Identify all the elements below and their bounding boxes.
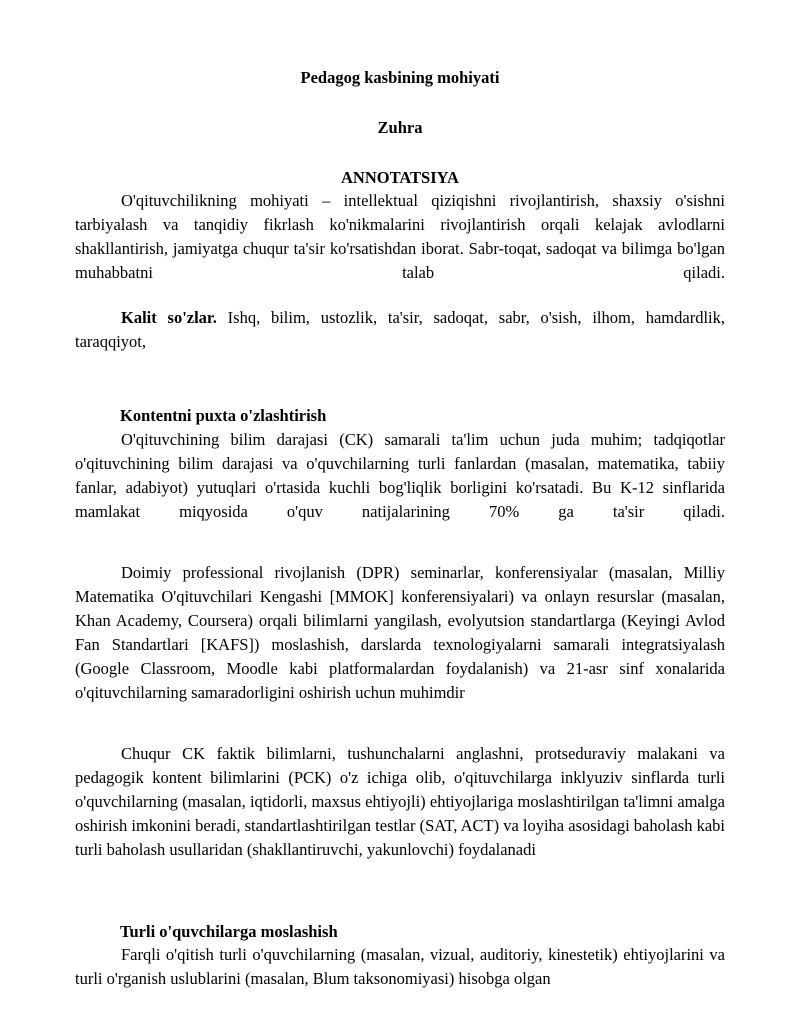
section-heading-diverse-learners: Turli o'quvchilarga moslashish: [120, 922, 338, 941]
keywords-paragraph: [75, 306, 725, 354]
section-heading-content-mastery: Kontentni puxta o'zlashtirish: [120, 406, 327, 425]
section1-paragraph-3: Chuqur CK faktik bilimlarni, tushunchalarni anglashni, protseduraviy malakani va pedagogik kontent bilimlarini (PCK) o'z ichiga olib, o'qituvchilarga inklyuziv sinflarda turli o'quvchilarning (masalan, iqtidorli, maxsus ehtiyojli) ehtiyojlariga moslashtirilgan ta'limni amalga oshirish imkonini beradi, standartlashtirilgan testlar (SAT, ACT) va loyiha asosidagi baholash kabi turli baholash usullaridan (shakllantiruvchi, yakunlovchi) foydalanadi: [75, 744, 725, 859]
section1-paragraph-1: O'qituvchining bilim darajasi (CK) samarali ta'lim uchun juda muhim; tadqiqotlar o'qituvchining bilim darajasi va o'quvchilarning turli fanlardan (masalan, matematika, tabiiy fanlar, adabiyot) yutuqlari o'rtasida kuchli bog'liqlik borligini ko'rsatadi. Bu K-12 sinflarida mamlakat miqyosida o'quv natijalarining 70% ga ta'sir qiladi.: [75, 430, 725, 521]
keywords-label: Kalit so'zlar.: [121, 308, 217, 327]
section1-paragraph-2: Doimiy professional rivojlanish (DPR) seminarlar, konferensiyalar (masalan, Milliy Matematika O'qituvchilari Kengashi [MMOK] konferensiyalari) va onlayn resurslar (masalan, Khan Academy, Coursera) orqali bilimlarni yangilash, evolyutsion standartlarga (Keyingi Avlod Fan Standartlari [KAFS]) moslashish, darslarda texnologiyalarni samarali integratsiyalash (Google Classroom, Moodle kabi platformalardan foydalanish) va 21-asr sinf xonalarida o'qituvchilarning samaradorligini oshirish uchun muhimdir: [75, 563, 725, 702]
document-title: Pedagog kasbining mohiyati: [300, 68, 500, 87]
annotation-heading: ANNOTATSIYA: [341, 168, 459, 187]
section2-paragraph-1: Farqli o'qitish turli o'quvchilarning (masalan, vizual, auditoriy, kinestetik) ehtiyojlarini va turli o'rganish uslublarini (masalan, Blum taksonomiyasi) hisobga olgan: [75, 945, 725, 988]
annotation-paragraph: O'qituvchilikning mohiyati – intellektual qiziqishni rivojlantirish, shaxsiy o'sishni tarbiyalash va tanqidiy fikrlash ko'nikmalarini rivojlantirish orqali kelajak avlodlarni shakllantirish, jamiyatga chuqur ta'sir ko'rsatishdan iborat. Sabr-toqat, sadoqat va bilimga bo'lgan muhabbatni talab qiladi.: [75, 191, 725, 282]
keywords-text: Ishq, bilim, ustozlik, ta'sir, sadoqat, sabr, o'sish, ilhom, hamdardlik, taraqqiyot,: [75, 308, 725, 351]
author-name: Zuhra: [377, 118, 423, 137]
